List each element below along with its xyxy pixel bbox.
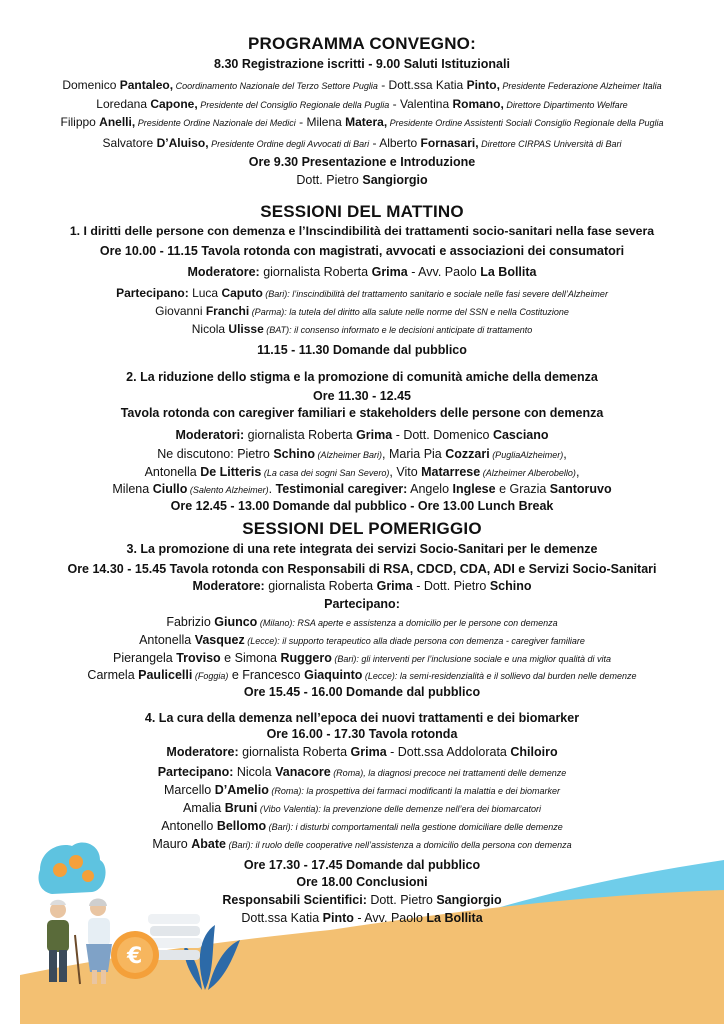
text-run: Ne discutono: Pietro	[157, 447, 274, 461]
note-run: (Alzheimer Alberobello)	[480, 468, 576, 478]
program-title: PROGRAMMA CONVEGNO:	[248, 34, 476, 53]
note-run: (La casa dei sogni San Severo)	[261, 468, 390, 478]
registration-line: 8.30 Registrazione iscritti - 9.00 Saluti Istituzionali	[214, 57, 510, 71]
separator: -	[295, 115, 307, 129]
name-run: D’Amelio	[214, 783, 269, 797]
session-1-participant-3: Nicola Ulisse (BAT): il consenso informato e le decisioni anticipate di trattamento	[191, 322, 533, 336]
speaker-role: Direttore Dipartimento Welfare	[503, 100, 628, 110]
session-3-participants-label: Partecipano:	[324, 597, 400, 611]
session-3-line-4	[0, 668, 724, 682]
name-run: Bellomo	[216, 819, 267, 833]
session-4-time: Ore 16.00 - 17.30 Tavola rotonda	[266, 727, 458, 741]
note-run: (Roma), la diagnosi precoce nei trattamenti delle demenze	[330, 768, 567, 778]
name-run: Matarrese	[421, 465, 481, 479]
name-run: De Litteris	[200, 465, 262, 479]
text-run: - Dott.ssa Addolorata	[386, 745, 511, 759]
name-run: Ciullo	[152, 482, 188, 496]
text-run: , Vito	[389, 465, 422, 479]
text-run: - Avv. Paolo	[353, 911, 427, 925]
name-run: Giunco	[214, 615, 258, 629]
name-run: Partecipano:	[157, 765, 234, 779]
label: Moderatori:	[175, 428, 245, 442]
text-run: - Dott. Pietro	[412, 579, 490, 593]
separator: -	[389, 97, 400, 111]
note-run: (Vibo Valentia): la prevenzione delle demenze nell’era dei biomarcatori	[257, 804, 541, 814]
separator: -	[369, 136, 380, 150]
name-run: Bruni	[224, 801, 258, 815]
session-4-line-4	[0, 819, 724, 833]
text-run: giornalista Roberta	[259, 265, 372, 279]
speaker-last-name: Anelli,	[99, 115, 136, 129]
name-run: Grima	[376, 579, 413, 593]
text-run: e Simona	[220, 651, 281, 665]
speakers-line-1	[0, 79, 724, 93]
session-1-moderator	[0, 265, 724, 279]
conclusions: Ore 18.00 Conclusioni	[296, 875, 428, 889]
intro-speaker: Dott. Pietro Sangiorgio	[296, 173, 428, 187]
text-run: Amalia	[183, 801, 225, 815]
name-run: La Bollita	[480, 265, 537, 279]
speakers-line-2	[0, 98, 724, 112]
text-run: Antonella	[139, 633, 195, 647]
name-run: Paulicelli	[138, 668, 193, 682]
euro-coin-icon	[111, 931, 159, 979]
speaker-last-name: Matera,	[345, 115, 388, 129]
session-2-line-2	[0, 465, 724, 479]
session-3-qa: Ore 15.45 - 16.00 Domande dal pubblico	[243, 685, 481, 699]
note-run: (Bari): il ruolo delle cooperative nell’assistenza a domicilio della persona con demenza	[225, 840, 572, 850]
text-run: Nicola	[233, 765, 276, 779]
speaker-first-name: Loredana	[96, 97, 151, 111]
text-run: , Maria Pia	[382, 447, 446, 461]
morning-title: SESSIONI DEL MATTINO	[260, 202, 464, 221]
text-run: Marcello	[163, 783, 215, 797]
note-run: (Roma): la prospettiva dei farmaci modificanti la malattia e dei biomarker	[268, 786, 561, 796]
session-2-line-1	[0, 447, 724, 461]
speaker-first-name: Milena	[306, 115, 346, 129]
speaker-first-name: Dott.ssa Katia	[388, 78, 467, 92]
speaker-first-name: Salvatore	[102, 136, 157, 150]
text-run: - Avv. Paolo	[407, 265, 481, 279]
session-2-title: 2. La riduzione dello stigma e la promozione di comunità amiche della demenza	[126, 370, 598, 384]
name-run: Casciano	[492, 428, 549, 442]
text-run: Milena	[112, 482, 153, 496]
name-run: Cozzari	[445, 447, 490, 461]
text-run: ,	[563, 447, 567, 461]
speaker-last-name: Pantaleo,	[119, 78, 174, 92]
session-3-time: Ore 14.30 - 15.45 Tavola rotonda con Responsabili di RSA, CDCD, CDA, ADI e Servizi Socio-Sanitari	[67, 562, 657, 576]
svg-text:€: €	[127, 944, 143, 969]
session-4-line-2	[0, 783, 724, 797]
session-4-line-3	[0, 801, 724, 815]
speaker-role: Presidente Ordine Assistenti Sociali Consiglio Regionale della Puglia	[387, 118, 664, 128]
name-run: Abate	[191, 837, 226, 851]
speaker-last-name: Romano,	[452, 97, 504, 111]
session-1-time: Ore 10.00 - 11.15 Tavola rotonda con magistrati, avvocati e associazioni dei consumatori	[99, 244, 625, 258]
speaker-first-name: Domenico	[62, 78, 120, 92]
scientific-managers: Responsabili Scientifici: Dott. Pietro Sangiorgio	[222, 893, 502, 907]
name-run: Santoruvo	[549, 482, 612, 496]
session-3-line-2	[0, 633, 724, 647]
note-run: (Salento Alzheimer)	[187, 485, 269, 495]
name-run: Ruggero	[280, 651, 332, 665]
name-run: Inglese	[452, 482, 496, 496]
name-run: Schino	[273, 447, 315, 461]
name-run: Troviso	[176, 651, 221, 665]
speaker-role: Presidente Federazione Alzheimer Italia	[499, 81, 662, 91]
speaker-first-name: Valentina	[399, 97, 453, 111]
speaker-first-name: Filippo	[60, 115, 100, 129]
name-run: Grima	[350, 745, 387, 759]
session-2-line-3	[0, 482, 724, 496]
label: Moderatore:	[166, 745, 239, 759]
session-4-moderator	[0, 745, 724, 759]
session-3-line-3	[0, 651, 724, 665]
name-run: Vasquez	[194, 633, 245, 647]
name-run: Chiloiro	[510, 745, 558, 759]
speaker-role: Presidente Ordine Nazionale dei Medici	[135, 118, 296, 128]
speaker-role: Coordinamento Nazionale del Terzo Settore Puglia	[173, 81, 378, 91]
name-run: Pinto	[322, 911, 354, 925]
label: Moderatore:	[192, 579, 265, 593]
session-3-title: 3. La promozione di una rete integrata dei servizi Socio-Sanitari per le demenze	[126, 542, 598, 556]
text-run: e Francesco	[228, 668, 305, 682]
text-run: ,	[575, 465, 580, 479]
text-run: e Grazia	[495, 482, 550, 496]
speaker-first-name: Alberto	[379, 136, 421, 150]
speakers-line-3	[0, 116, 724, 130]
session-2-qa: Ore 12.45 - 13.00 Domande dal pubblico - Ore 13.00 Lunch Break	[170, 499, 554, 513]
speaker-role: Presidente Ordine degli Avvocati di Bari	[208, 139, 370, 149]
intro-time: Ore 9.30 Presentazione e Introduzione	[248, 155, 476, 169]
speaker-last-name: Fornasari,	[420, 136, 479, 150]
speaker-role: Presidente del Consiglio Regionale della Puglia	[197, 100, 390, 110]
afternoon-title: SESSIONI DEL POMERIGGIO	[242, 519, 482, 538]
label: Moderatore:	[187, 265, 260, 279]
session-2-moderator	[0, 428, 724, 442]
note-run: (Bari): i disturbi comportamentali nella gestione domiciliare delle demenze	[266, 822, 563, 832]
session-4-title: 4. La cura della demenza nell’epoca dei nuovi trattamenti e dei biomarker	[144, 711, 580, 725]
text-run: Carmela	[87, 668, 139, 682]
text-run: - Dott. Domenico	[392, 428, 493, 442]
name-run: La Bollita	[426, 911, 483, 925]
speaker-last-name: Capone,	[150, 97, 198, 111]
session-1-participant-2: Giovanni Franchi (Parma): la tutela del diritto alla salute nelle norme del SSN e nella Costituzione	[155, 304, 569, 318]
note-run: (Foggia)	[192, 671, 229, 681]
session-4-line-5	[0, 837, 724, 851]
text-run: Pierangela	[112, 651, 177, 665]
session-2-time: Ore 11.30 - 12.45	[313, 389, 411, 403]
text-run: .	[268, 482, 276, 496]
text-run: giornalista Roberta	[244, 428, 357, 442]
speakers-line-4	[0, 137, 724, 151]
note-run: (Lecce): il supporto terapeutico alla diade persona con demenza - caregiver familiare	[244, 636, 585, 646]
note-run: (Milano): RSA aperte e assistenza a domicilio per le persone con demenza	[257, 618, 558, 628]
session-1-participant-1: Partecipano: Luca Caputo (Bari): l’inscindibilità del trattamento sanitario e sociale nelle fasi severe dell’Alzheimer	[116, 286, 608, 300]
separator: -	[377, 78, 389, 92]
scientific-managers-2	[0, 911, 724, 925]
note-run: (PugliaAlzheimer)	[489, 450, 564, 460]
note-run: (Alzheimer Bari)	[315, 450, 383, 460]
name-run: Grima	[356, 428, 393, 442]
note-run: (Lecce): la semi-residenzialità e il sollievo dal burden nelle demenze	[362, 671, 637, 681]
session-2-desc: Tavola rotonda con caregiver familiari e stakeholders delle persone con demenza	[120, 406, 604, 420]
session-3-line-1	[0, 615, 724, 629]
text-run: Antonello	[161, 819, 217, 833]
name-run: Grima	[371, 265, 408, 279]
name-run: Vanacore	[275, 765, 331, 779]
session-3-moderator	[0, 579, 724, 593]
session-1-title: 1. I diritti delle persone con demenza e l’Inscindibilità dei trattamenti socio-sanitari nella fase severa	[69, 224, 655, 238]
text-run: Angelo	[407, 482, 453, 496]
text-run: Mauro	[152, 837, 192, 851]
speaker-last-name: Pinto,	[466, 78, 500, 92]
session-4-line-1	[0, 765, 724, 779]
session-4-qa: Ore 17.30 - 17.45 Domande dal pubblico	[243, 858, 481, 872]
text-run: Antonella	[144, 465, 201, 479]
name-run: Schino	[489, 579, 532, 593]
note-run: (Bari): gli interventi per l’inclusione sociale e una miglior qualità di vita	[331, 654, 611, 664]
name-run: Testimonial caregiver:	[275, 482, 408, 496]
text-run: Fabrizio	[166, 615, 215, 629]
session-1-qa: 11.15 - 11.30 Domande dal pubblico	[257, 343, 467, 357]
name-run: Giaquinto	[304, 668, 363, 682]
speaker-last-name: D’Aluiso,	[156, 136, 209, 150]
text-run: Dott.ssa Katia	[241, 911, 323, 925]
text-run: giornalista Roberta	[238, 745, 351, 759]
text-run: giornalista Roberta	[264, 579, 377, 593]
speaker-role: Direttore CIRPAS Università di Bari	[478, 139, 622, 149]
